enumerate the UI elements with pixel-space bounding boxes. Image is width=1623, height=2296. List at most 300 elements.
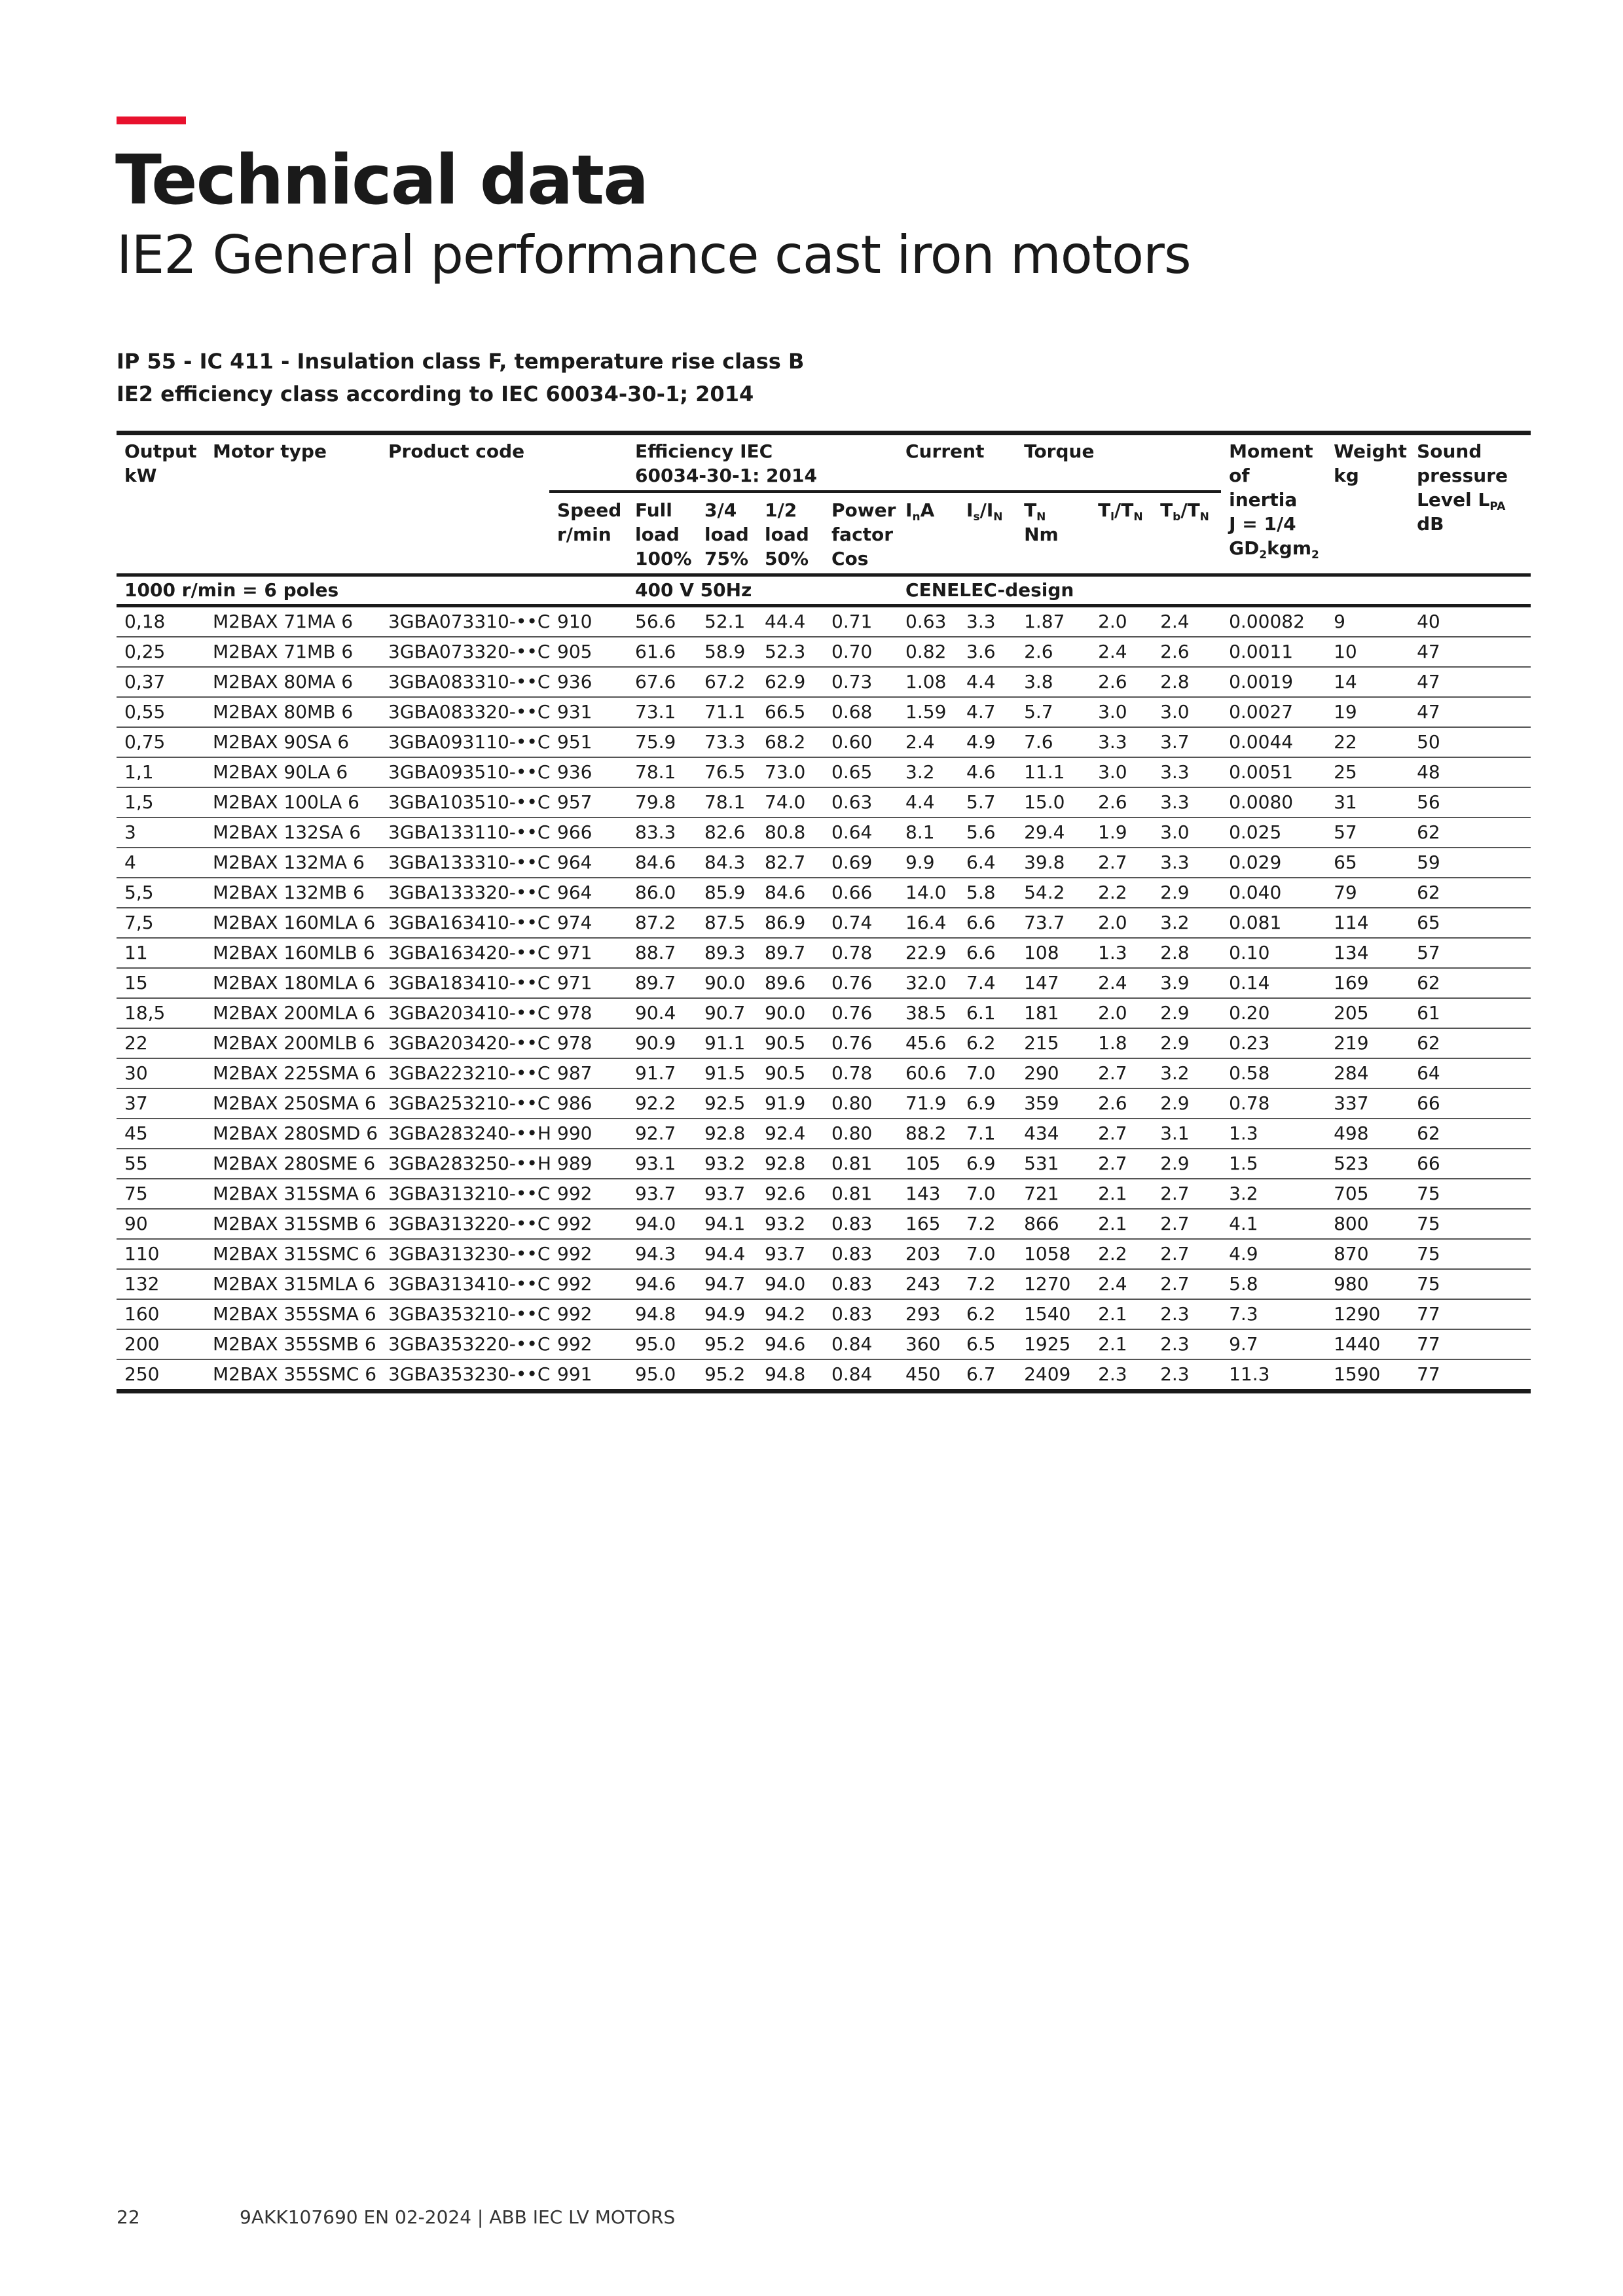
cell-power-factor: 0.66 [824,878,898,908]
table-row [117,848,1531,878]
cell-speed-rpm: 978 [549,998,627,1028]
table-row [117,1179,1531,1209]
header-is-div: /I [979,499,994,521]
cell-speed-rpm: 989 [549,1149,627,1179]
table-row [117,1269,1531,1299]
cell-motor-type: M2BAX 160MLA 6 [205,908,380,938]
cell-eff-50: 92.8 [757,1149,824,1179]
header-moment-unit: kgm [1267,537,1312,559]
cell-is-in: 7.4 [958,968,1016,998]
cell-is-in: 7.0 [958,1179,1016,1209]
cell-power-factor: 0.84 [824,1329,898,1359]
cell-moment-of-inertia: 4.1 [1221,1209,1326,1239]
cell-tb-tn: 2.4 [1152,606,1221,637]
cell-tb-tn: 3.2 [1152,1058,1221,1088]
table-row [117,938,1531,968]
cell-power-factor: 0.83 [824,1269,898,1299]
cell-eff-50: 93.7 [757,1239,824,1269]
cell-output-kw: 160 [117,1299,205,1329]
cell-tn-nm: 1058 [1016,1239,1090,1269]
cell-motor-type: M2BAX 315MLA 6 [205,1269,380,1299]
cell-speed-rpm: 971 [549,968,627,998]
cell-sound-db: 66 [1409,1149,1531,1179]
header-speed-group-spacer [549,433,627,492]
cell-tl-tn: 1.9 [1090,817,1152,848]
table-row [117,757,1531,787]
cell-eff-75: 73.3 [697,727,757,757]
cell-tl-tn: 2.7 [1090,1119,1152,1149]
cell-tl-tn: 2.0 [1090,606,1152,637]
cell-is-in: 4.6 [958,757,1016,787]
cell-tn-nm: 531 [1016,1149,1090,1179]
table-row [117,1058,1531,1088]
table-row [117,998,1531,1028]
header-eff-50-l2: load [765,524,809,545]
cell-in-a: 1.59 [898,697,958,727]
cell-moment-of-inertia: 11.3 [1221,1359,1326,1391]
table-row [117,878,1531,908]
cell-eff-50: 80.8 [757,817,824,848]
cell-moment-of-inertia: 5.8 [1221,1269,1326,1299]
cell-speed-rpm: 966 [549,817,627,848]
cell-tl-tn: 2.7 [1090,848,1152,878]
cell-motor-type: M2BAX 132MB 6 [205,878,380,908]
cell-eff-50: 66.5 [757,697,824,727]
cell-is-in: 6.2 [958,1028,1016,1058]
cell-eff-75: 94.7 [697,1269,757,1299]
cell-is-in: 6.6 [958,938,1016,968]
cell-eff-50: 90.5 [757,1058,824,1088]
cell-eff-50: 90.0 [757,998,824,1028]
cell-eff-100: 95.0 [627,1329,697,1359]
cell-eff-100: 94.8 [627,1299,697,1329]
cell-eff-50: 92.6 [757,1179,824,1209]
cell-output-kw: 75 [117,1179,205,1209]
cell-weight-kg: 25 [1326,757,1409,787]
cell-sound-db: 77 [1409,1299,1531,1329]
cell-speed-rpm: 986 [549,1088,627,1119]
table-row [117,968,1531,998]
table-row [117,1088,1531,1119]
cell-product-code: 3GBA133310-••C [380,848,549,878]
cell-tn-nm: 54.2 [1016,878,1090,908]
cell-in-a: 22.9 [898,938,958,968]
header-in-unit: A [920,499,935,521]
cell-output-kw: 90 [117,1209,205,1239]
cell-power-factor: 0.64 [824,817,898,848]
cell-tn-nm: 147 [1016,968,1090,998]
cell-eff-50: 73.0 [757,757,824,787]
header-row-groups [117,433,1531,492]
cell-sound-db: 77 [1409,1359,1531,1391]
cell-speed-rpm: 951 [549,727,627,757]
header-efficiency-standard: 60034-30-1: 2014 [635,465,817,486]
cell-product-code: 3GBA083320-••C [380,697,549,727]
cell-eff-100: 83.3 [627,817,697,848]
cell-tn-nm: 73.7 [1016,908,1090,938]
cell-eff-100: 56.6 [627,606,697,637]
cell-is-in: 4.4 [958,667,1016,697]
header-weight-label: Weight [1334,440,1407,462]
header-eff-75-l1: 3/4 [704,499,737,521]
cell-eff-75: 94.4 [697,1239,757,1269]
cell-in-a: 88.2 [898,1119,958,1149]
cell-eff-75: 84.3 [697,848,757,878]
cell-tn-nm: 2.6 [1016,637,1090,667]
cell-eff-50: 89.6 [757,968,824,998]
cell-sound-db: 56 [1409,787,1531,817]
cell-sound-db: 62 [1409,817,1531,848]
cell-in-a: 14.0 [898,878,958,908]
cell-motor-type: M2BAX 71MB 6 [205,637,380,667]
cell-tl-tn: 2.6 [1090,787,1152,817]
cell-tb-tn: 3.0 [1152,697,1221,727]
cell-moment-of-inertia: 0.23 [1221,1028,1326,1058]
cell-speed-rpm: 992 [549,1239,627,1269]
cell-is-in: 5.6 [958,817,1016,848]
cell-tl-tn: 2.6 [1090,667,1152,697]
cell-is-in: 3.3 [958,606,1016,637]
cell-eff-50: 93.2 [757,1209,824,1239]
header-speed-unit: r/min [557,524,611,545]
cell-moment-of-inertia: 0.0019 [1221,667,1326,697]
cell-speed-rpm: 971 [549,938,627,968]
cell-tn-nm: 215 [1016,1028,1090,1058]
cell-is-in: 7.0 [958,1058,1016,1088]
cell-output-kw: 22 [117,1028,205,1058]
header-eff-full-l1: Full [635,499,672,521]
cell-sound-db: 47 [1409,667,1531,697]
cell-product-code: 3GBA253210-••C [380,1088,549,1119]
cell-tn-nm: 721 [1016,1179,1090,1209]
cell-is-in: 5.8 [958,878,1016,908]
cell-weight-kg: 498 [1326,1119,1409,1149]
cell-motor-type: M2BAX 280SMD 6 [205,1119,380,1149]
cell-power-factor: 0.81 [824,1149,898,1179]
cell-is-in: 4.9 [958,727,1016,757]
cell-sound-db: 62 [1409,878,1531,908]
cell-motor-type: M2BAX 80MA 6 [205,667,380,697]
cell-eff-100: 95.0 [627,1359,697,1391]
cell-output-kw: 0,75 [117,727,205,757]
cell-in-a: 0.63 [898,606,958,637]
cell-speed-rpm: 992 [549,1329,627,1359]
table-row [117,667,1531,697]
cell-power-factor: 0.76 [824,1028,898,1058]
cell-speed-rpm: 991 [549,1359,627,1391]
cell-product-code: 3GBA083310-••C [380,667,549,697]
cell-tn-nm: 1540 [1016,1299,1090,1329]
cell-tl-tn: 3.0 [1090,697,1152,727]
header-tb-div: /T [1180,499,1200,521]
cell-product-code: 3GBA093110-••C [380,727,549,757]
cell-in-a: 60.6 [898,1058,958,1088]
cell-weight-kg: 980 [1326,1269,1409,1299]
header-tb-sub: b [1173,511,1181,524]
cell-weight-kg: 523 [1326,1149,1409,1179]
cell-product-code: 3GBA163420-••C [380,938,549,968]
cell-weight-kg: 1290 [1326,1299,1409,1329]
cell-eff-100: 94.3 [627,1239,697,1269]
cell-output-kw: 55 [117,1149,205,1179]
cell-tl-tn: 2.2 [1090,878,1152,908]
cell-eff-100: 75.9 [627,727,697,757]
cell-moment-of-inertia: 0.0044 [1221,727,1326,757]
cell-moment-of-inertia: 4.9 [1221,1239,1326,1269]
cell-power-factor: 0.78 [824,938,898,968]
technical-data-table [117,431,1531,1393]
cell-product-code: 3GBA223210-••C [380,1058,549,1088]
cell-tl-tn: 2.4 [1090,637,1152,667]
cell-speed-rpm: 936 [549,757,627,787]
cell-motor-type: M2BAX 90LA 6 [205,757,380,787]
cell-eff-50: 89.7 [757,938,824,968]
cell-power-factor: 0.69 [824,848,898,878]
cell-product-code: 3GBA313210-••C [380,1179,549,1209]
table-row [117,1359,1531,1391]
cell-tl-tn: 2.1 [1090,1209,1152,1239]
header-output-label: Output [124,440,197,462]
cell-motor-type: M2BAX 160MLB 6 [205,938,380,968]
table-row [117,908,1531,938]
header-starting-current-ratio [958,492,1016,575]
cell-speed-rpm: 974 [549,908,627,938]
cell-weight-kg: 22 [1326,727,1409,757]
cell-weight-kg: 219 [1326,1028,1409,1058]
cell-eff-100: 91.7 [627,1058,697,1088]
cell-eff-100: 93.7 [627,1179,697,1209]
cell-speed-rpm: 957 [549,787,627,817]
table-row [117,1329,1531,1359]
header-sound-pressure [1409,433,1531,575]
cell-eff-100: 87.2 [627,908,697,938]
cell-tl-tn: 1.8 [1090,1028,1152,1058]
table-body [117,575,1531,1391]
header-tl-div: /T [1114,499,1134,521]
cell-product-code: 3GBA353220-••C [380,1329,549,1359]
cell-speed-rpm: 987 [549,1058,627,1088]
cell-eff-50: 74.0 [757,787,824,817]
cell-tl-tn: 1.3 [1090,938,1152,968]
cell-power-factor: 0.76 [824,998,898,1028]
cell-moment-of-inertia: 0.0011 [1221,637,1326,667]
cell-speed-rpm: 936 [549,667,627,697]
cell-sound-db: 75 [1409,1209,1531,1239]
header-weight [1326,433,1409,575]
cell-eff-75: 95.2 [697,1359,757,1391]
cell-tl-tn: 3.3 [1090,727,1152,757]
header-torque-group: Torque [1016,433,1221,492]
cell-in-a: 8.1 [898,817,958,848]
cell-product-code: 3GBA093510-••C [380,757,549,787]
cell-sound-db: 77 [1409,1329,1531,1359]
table-row [117,817,1531,848]
header-pf-l1: Power [831,499,896,521]
cell-eff-75: 94.9 [697,1299,757,1329]
header-eff-50-l1: 1/2 [765,499,797,521]
cell-eff-100: 67.6 [627,667,697,697]
cell-eff-100: 73.1 [627,697,697,727]
cell-sound-db: 62 [1409,1119,1531,1149]
header-tb-symbol: T [1160,499,1173,521]
header-efficiency-label: Efficiency IEC [635,440,773,462]
document-info: 9AKK107690 EN 02-2024 | ABB IEC LV MOTORS [240,2206,676,2228]
cell-tn-nm: 359 [1016,1088,1090,1119]
cell-is-in: 7.1 [958,1119,1016,1149]
cell-eff-50: 82.7 [757,848,824,878]
cell-tb-tn: 2.9 [1152,998,1221,1028]
cell-eff-100: 88.7 [627,938,697,968]
header-tl-sub: l [1110,511,1114,524]
cell-moment-of-inertia: 9.7 [1221,1329,1326,1359]
cell-power-factor: 0.60 [824,727,898,757]
table-row [117,1149,1531,1179]
cell-eff-75: 76.5 [697,757,757,787]
header-tl-symbol: T [1098,499,1111,521]
cell-tn-nm: 3.8 [1016,667,1090,697]
cell-weight-kg: 1440 [1326,1329,1409,1359]
header-rated-current [898,492,958,575]
protection-info: IP 55 - IC 411 - Insulation class F, temperature rise class B [117,349,805,374]
cell-eff-75: 95.2 [697,1329,757,1359]
header-tn-sub: N [1036,511,1046,524]
header-is-sub: s [973,511,980,524]
cell-in-a: 1.08 [898,667,958,697]
cell-weight-kg: 57 [1326,817,1409,848]
cell-is-in: 6.7 [958,1359,1016,1391]
cell-eff-50: 68.2 [757,727,824,757]
cell-in-a: 2.4 [898,727,958,757]
cell-moment-of-inertia: 1.5 [1221,1149,1326,1179]
cell-motor-type: M2BAX 80MB 6 [205,697,380,727]
cell-eff-75: 91.5 [697,1058,757,1088]
header-locked-rotor-torque-ratio [1090,492,1152,575]
header-moment-line1: Moment [1229,440,1313,462]
cell-tl-tn: 3.0 [1090,757,1152,787]
cell-tb-tn: 3.2 [1152,908,1221,938]
cell-sound-db: 61 [1409,998,1531,1028]
cell-sound-db: 75 [1409,1269,1531,1299]
cell-is-in: 4.7 [958,697,1016,727]
cell-output-kw: 0,18 [117,606,205,637]
cell-weight-kg: 9 [1326,606,1409,637]
cell-sound-db: 64 [1409,1058,1531,1088]
page-title: Technical data [115,140,648,220]
cell-in-a: 360 [898,1329,958,1359]
cell-speed-rpm: 931 [549,697,627,727]
cell-in-a: 9.9 [898,848,958,878]
header-eff-75-l2: load [704,524,749,545]
cell-eff-75: 94.1 [697,1209,757,1239]
cell-sound-db: 40 [1409,606,1531,637]
cell-power-factor: 0.76 [824,968,898,998]
header-tn-unit: Nm [1024,524,1059,545]
cell-weight-kg: 10 [1326,637,1409,667]
cell-weight-kg: 800 [1326,1209,1409,1239]
cell-output-kw: 4 [117,848,205,878]
cell-product-code: 3GBA103510-••C [380,787,549,817]
header-output-unit: kW [124,465,157,486]
header-motor-type: Motor type [205,433,380,575]
cell-power-factor: 0.68 [824,697,898,727]
cell-sound-db: 50 [1409,727,1531,757]
cell-moment-of-inertia: 1.3 [1221,1119,1326,1149]
cell-sound-db: 62 [1409,968,1531,998]
cell-product-code: 3GBA313220-••C [380,1209,549,1239]
cell-power-factor: 0.83 [824,1299,898,1329]
cell-tb-tn: 3.3 [1152,848,1221,878]
header-eff-75-l3: 75% [704,548,749,569]
cell-weight-kg: 79 [1326,878,1409,908]
cell-moment-of-inertia: 0.040 [1221,878,1326,908]
header-sound-line2: pressure [1417,465,1508,486]
cell-product-code: 3GBA133320-••C [380,878,549,908]
cell-sound-db: 66 [1409,1088,1531,1119]
cell-in-a: 32.0 [898,968,958,998]
header-eff-50 [757,492,824,575]
cell-weight-kg: 65 [1326,848,1409,878]
cell-eff-50: 86.9 [757,908,824,938]
header-pf-l2: factor [831,524,894,545]
cell-moment-of-inertia: 0.081 [1221,908,1326,938]
cell-product-code: 3GBA353230-••C [380,1359,549,1391]
cell-eff-75: 82.6 [697,817,757,848]
cell-speed-rpm: 992 [549,1299,627,1329]
cell-motor-type: M2BAX 100LA 6 [205,787,380,817]
cell-motor-type: M2BAX 315SMA 6 [205,1179,380,1209]
cell-eff-50: 90.5 [757,1028,824,1058]
cell-weight-kg: 337 [1326,1088,1409,1119]
header-moment-line2: of inertia [1229,465,1298,511]
table-row [117,1119,1531,1149]
cell-in-a: 4.4 [898,787,958,817]
cell-eff-100: 93.1 [627,1149,697,1179]
table-row [117,1239,1531,1269]
cell-tb-tn: 2.7 [1152,1179,1221,1209]
header-moment-gd-sub: 2 [1259,548,1267,562]
header-is-symbol: I [966,499,974,521]
cell-speed-rpm: 910 [549,606,627,637]
cell-moment-of-inertia: 0.0051 [1221,757,1326,787]
cell-product-code: 3GBA313410-••C [380,1269,549,1299]
cell-is-in: 5.7 [958,787,1016,817]
cell-eff-75: 58.9 [697,637,757,667]
cell-motor-type: M2BAX 200MLA 6 [205,998,380,1028]
cell-sound-db: 47 [1409,697,1531,727]
cell-is-in: 7.0 [958,1239,1016,1269]
cell-power-factor: 0.65 [824,757,898,787]
cell-sound-db: 59 [1409,848,1531,878]
cell-power-factor: 0.81 [824,1179,898,1209]
cell-motor-type: M2BAX 315SMC 6 [205,1239,380,1269]
cell-motor-type: M2BAX 132MA 6 [205,848,380,878]
cell-in-a: 165 [898,1209,958,1239]
cell-output-kw: 1,1 [117,757,205,787]
table-row [117,1299,1531,1329]
cell-tn-nm: 15.0 [1016,787,1090,817]
cell-product-code: 3GBA203420-••C [380,1028,549,1058]
cell-in-a: 38.5 [898,998,958,1028]
cell-moment-of-inertia: 7.3 [1221,1299,1326,1329]
cell-tl-tn: 2.1 [1090,1299,1152,1329]
cell-is-in: 6.5 [958,1329,1016,1359]
cell-tb-tn: 3.7 [1152,727,1221,757]
header-moment-of-inertia [1221,433,1326,575]
table-row [117,1209,1531,1239]
cell-in-a: 0.82 [898,637,958,667]
cell-tl-tn: 2.1 [1090,1329,1152,1359]
cell-output-kw: 3 [117,817,205,848]
